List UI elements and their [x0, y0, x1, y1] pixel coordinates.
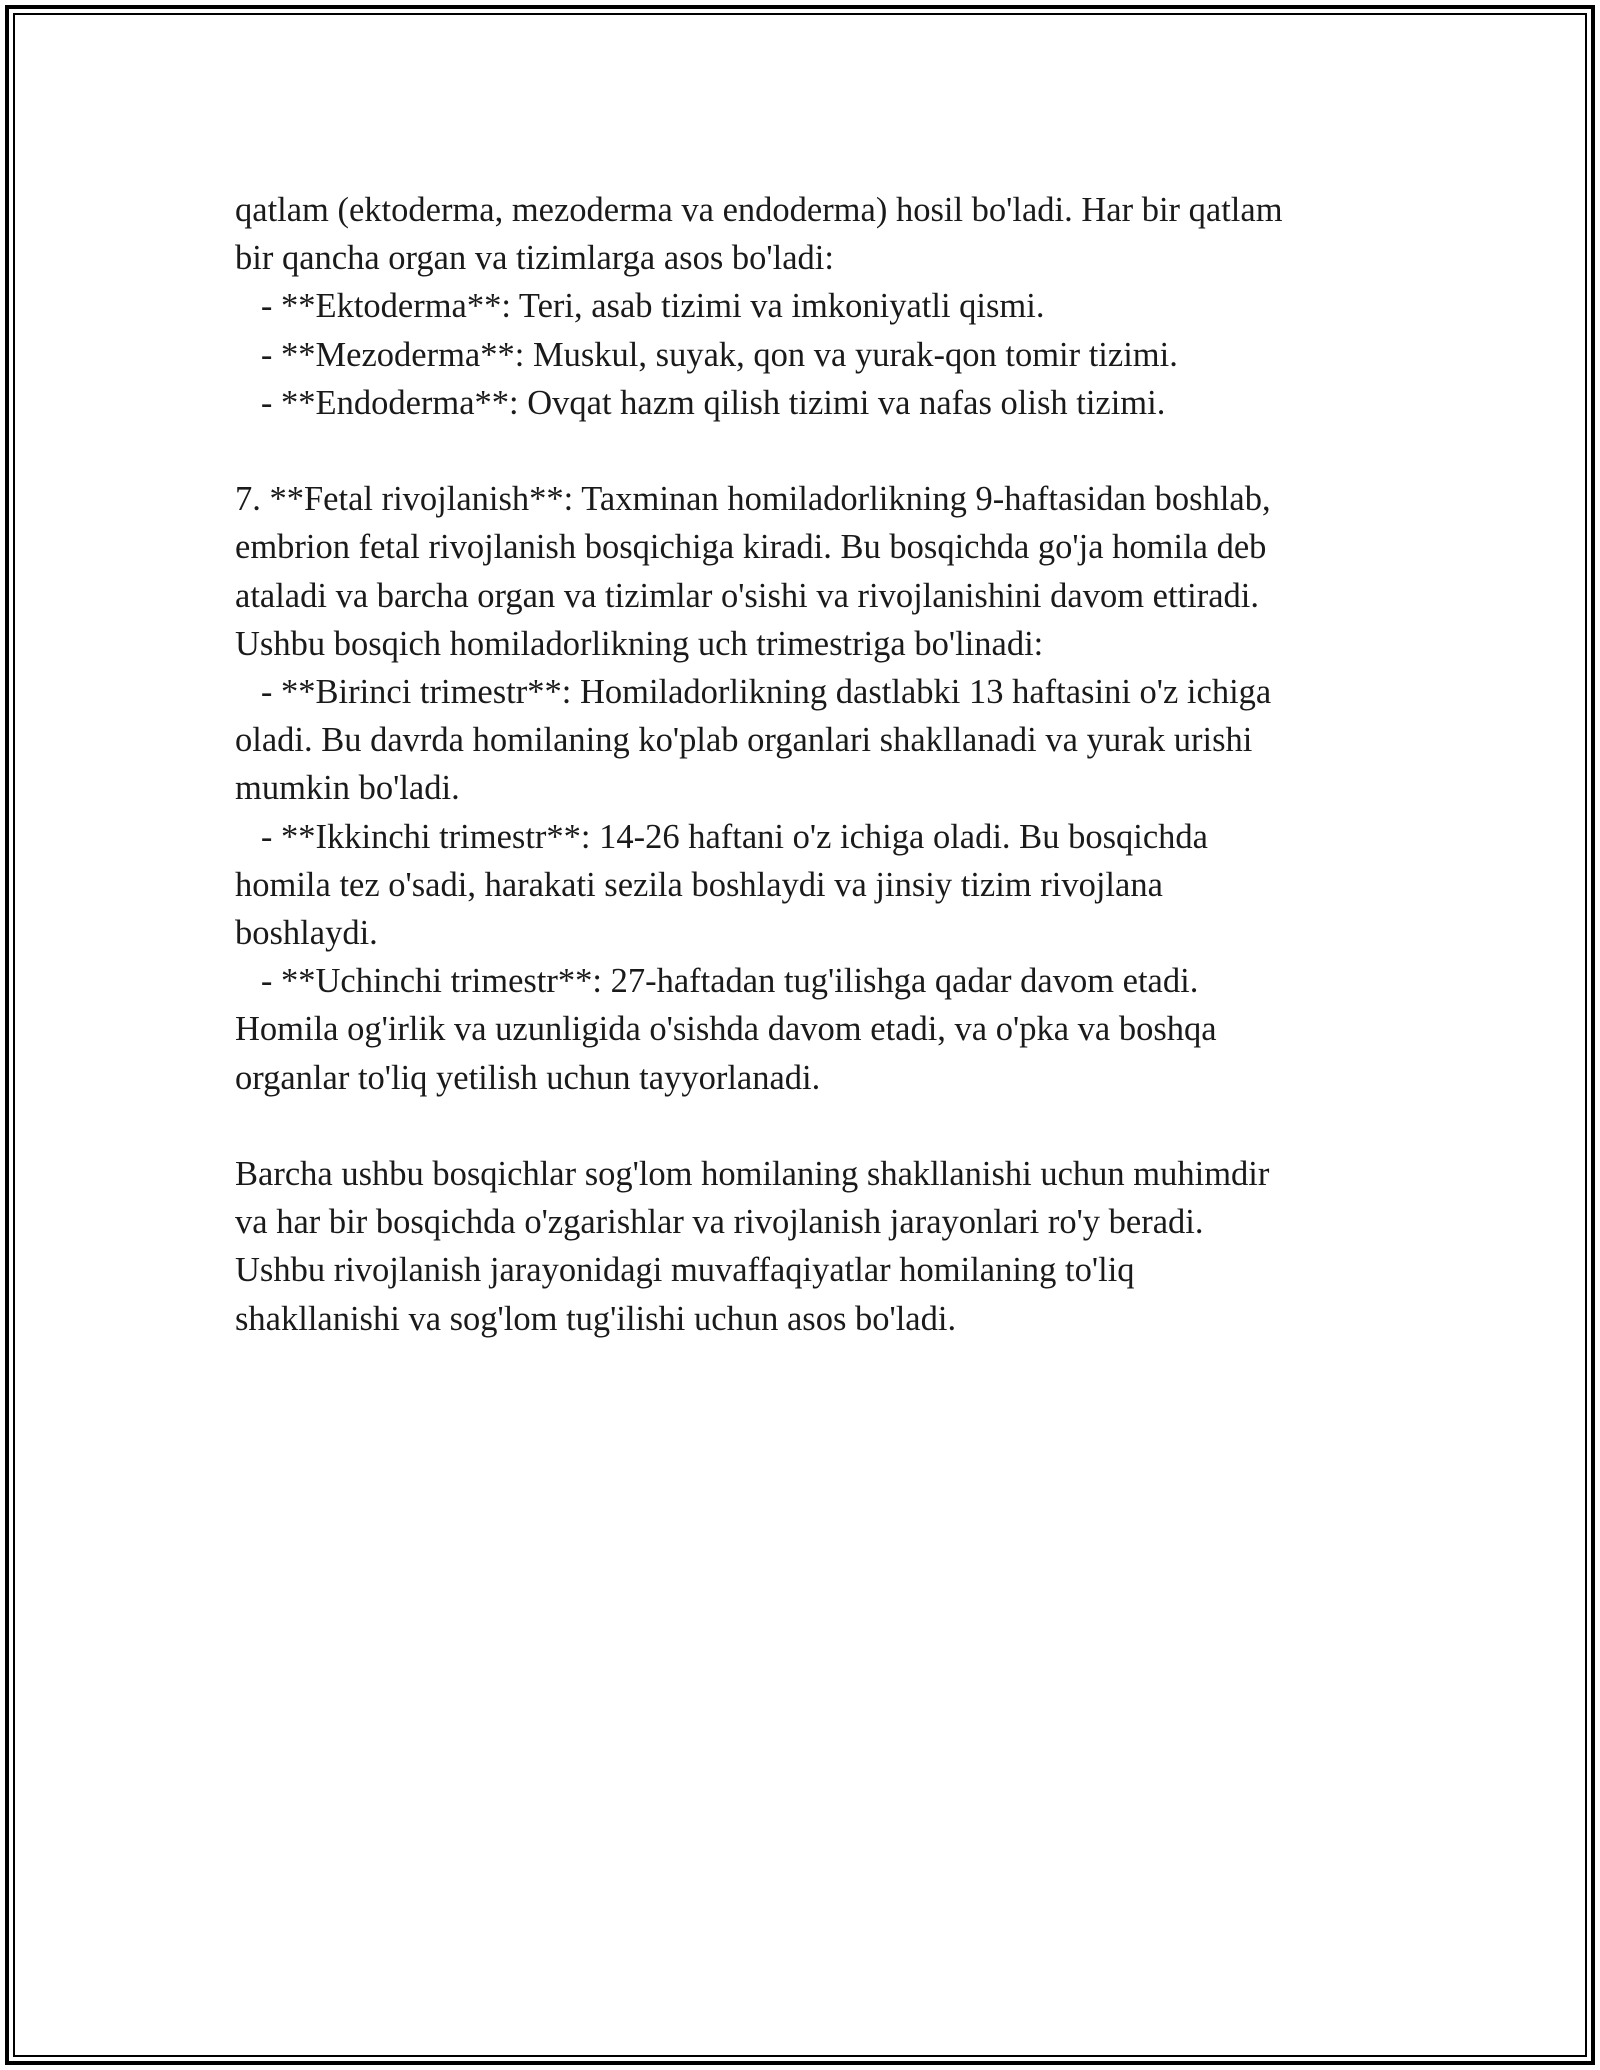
text-line: Homila og'irlik va uzunligida o'sishda davom etadi, va o'pka va boshqa [235, 1010, 1217, 1049]
text-line: mumkin bo'ladi. [235, 769, 460, 808]
text-line: qatlam (ektoderma, mezoderma va endoderma) hosil bo'ladi. Har bir qatlam [235, 191, 1283, 229]
text-line: organlar to'liq yetilish uchun tayyorlanadi. [235, 1058, 821, 1097]
list-item-ektoderma: - **Ektoderma**: Teri, asab tizimi va imkoniyatli qismi. [235, 287, 1045, 326]
conclusion-line: Barcha ushbu bosqichlar sog'lom homilaning shakllanishi uchun muhimdir [235, 1155, 1270, 1194]
list-item-birinci-trimestr: - **Birinci trimestr**: Homiladorlikning dastlabki 13 haftasini o'z ichiga [235, 673, 1272, 712]
text-line: embrion fetal rivojlanish bosqichiga kiradi. Bu bosqichda go'ja homila deb [235, 528, 1267, 567]
text-line: bir qancha organ va tizimlarga asos bo'ladi: [235, 239, 834, 278]
section-heading-fetal: 7. **Fetal rivojlanish**: Taxminan homiladorlikning 9-haftasidan boshlab, [235, 480, 1271, 519]
list-item-ikkinchi-trimestr: - **Ikkinchi trimestr**: 14-26 haftani o'z ichiga oladi. Bu bosqichda [235, 817, 1208, 856]
list-item-endoderma: - **Endoderma**: Ovqat hazm qilish tizimi va nafas olish tizimi. [235, 383, 1166, 422]
conclusion-line: shakllanishi va sog'lom tug'ilishi uchun asos bo'ladi. [235, 1299, 957, 1338]
conclusion-line: Ushbu rivojlanish jarayonidagi muvaffaqiyatlar homilaning to'liq [235, 1251, 1135, 1290]
paragraph-gap [235, 1102, 1365, 1150]
paragraph-gap [235, 427, 1365, 475]
text-line: boshlaydi. [235, 914, 378, 953]
text-line: oladi. Bu davrda homilaning ko'plab organlari shakllanadi va yurak urishi [235, 721, 1253, 760]
conclusion-line: va har bir bosqichda o'zgarishlar va rivojlanish jarayonlari ro'y beradi. [235, 1203, 1204, 1242]
text-line: homila tez o'sadi, harakati sezila boshlaydi va jinsiy tizim rivojlana [235, 865, 1163, 904]
text-line: Ushbu bosqich homiladorlikning uch trimestriga bo'linadi: [235, 624, 1044, 663]
list-item-uchinchi-trimestr: - **Uchinchi trimestr**: 27-haftadan tug'ilishga qadar davom etadi. [235, 962, 1199, 1001]
list-item-mezoderma: - **Mezoderma**: Muskul, suyak, qon va yurak-qon tomir tizimi. [235, 335, 1178, 374]
document-body [235, 186, 1365, 1343]
text-line: ataladi va barcha organ va tizimlar o'sishi va rivojlanishini davom ettiradi. [235, 576, 1259, 615]
